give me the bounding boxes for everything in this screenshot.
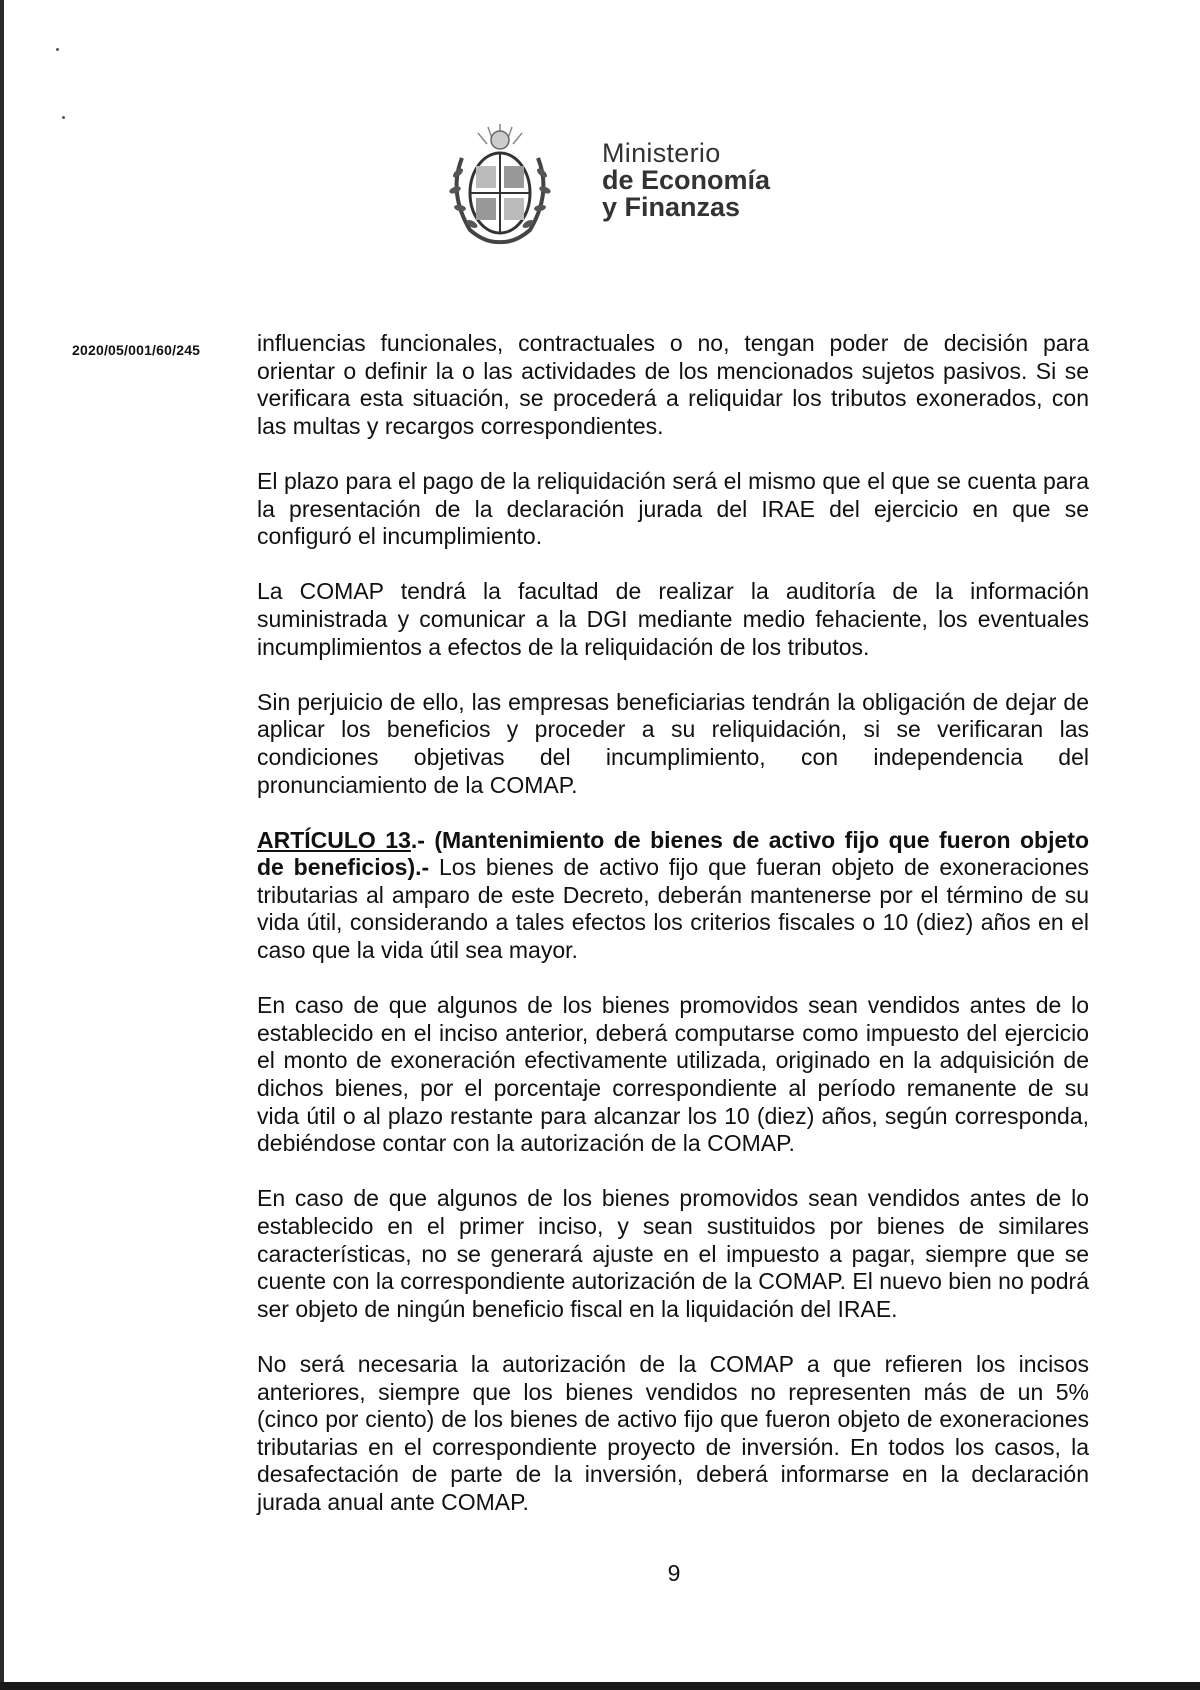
paragraph: El plazo para el pago de la reliquidación será el mismo que el que se cuenta para la presentación de la declaración jurada del IRAE del ejercicio en que se configuró el incumplimiento. xyxy=(257,467,1089,550)
paragraph: En caso de que algunos de los bienes promovidos sean vendidos antes de lo establecido en el inciso anterior, deberá computarse como impuesto del ejercicio el monto de exoneración efectivamente utilizada, originado en la adquisición de dichos bienes, por el porcentaje correspondiente al período remanente de su vida útil o al plazo restante para alcanzar los 10 (diez) años, según corresponda, debiéndose contar con la autorización de la COMAP. xyxy=(257,992,1089,1157)
paragraph: La COMAP tendrá la facultad de realizar la auditoría de la información suministrada y comunicar a la DGI mediante medio fehaciente, los eventuales incumplimientos a efectos de la reliquidación de los tributos. xyxy=(257,578,1089,660)
letterhead xyxy=(440,118,860,248)
article-title: .- (Mantenimiento de bienes de activo fijo que fueron objeto de beneficios).- xyxy=(257,826,1089,881)
scan-speck xyxy=(62,116,65,119)
coat-of-arms-seal xyxy=(440,118,560,248)
ministry-line-2: de Economía xyxy=(602,165,771,195)
page-number: 9 xyxy=(667,1560,681,1586)
article-paragraph xyxy=(257,827,1089,965)
scan-edge xyxy=(0,0,4,1690)
article-text: Los bienes de activo fijo que fueran objeto de exoneraciones tributarias al amparo de este Decreto, deberán mantenerse por el término de su vida útil, considerando a tales efectos los criterios fiscales o 10 (diez) años en el caso que la vida útil sea mayor. xyxy=(257,854,1089,964)
paragraph: Sin perjuicio de ello, las empresas beneficiarias tendrán la obligación de dejar de aplicar los beneficios y proceder a su reliquidación, si se verificaran las condiciones objetivas del incumplimiento, con independencia del pronunciamiento de la COMAP. xyxy=(257,688,1089,798)
ministry-line-3: y Finanzas xyxy=(602,192,741,222)
paragraph: influencias funcionales, contractuales o no, tengan poder de decisión para orientar o definir la o las actividades de los mencionados sujetos pasivos. Si se verificara esta situación, se procederá a reliquidar los tributos exonerados, con las multas y recargos correspondientes. xyxy=(257,330,1089,439)
scan-speck xyxy=(56,48,59,51)
paragraph: En caso de que algunos de los bienes promovidos sean vendidos antes de lo establecido en el primer inciso, y sean sustituidos por bienes de similares características, no se generará ajuste en el impuesto a pagar, siempre que se cuente con la correspondiente autorización de la COMAP. El nuevo bien no podrá ser objeto de ningún beneficio fiscal en la liquidación del IRAE. xyxy=(257,1185,1089,1322)
document-body xyxy=(257,330,1089,1544)
scan-edge-bottom xyxy=(0,1682,1200,1690)
ministry-name xyxy=(602,140,770,221)
paragraph: No será necesaria la autorización de la COMAP a que refieren los incisos anteriores, siempre que los bienes vendidos no representen más de un 5% (cinco por ciento) de los bienes de activo fijo que fueron objeto de exoneraciones tributarias en el correspondiente proyecto de inversión. En todos los casos, la desafectación de parte de la inversión, deberá informarse en la declaración jurada anual ante COMAP. xyxy=(257,1350,1089,1515)
document-reference: 2020/05/001/60/245 xyxy=(72,342,201,358)
ministry-line-1: Ministerio xyxy=(602,138,721,168)
article-number: ARTÍCULO 13 xyxy=(257,826,411,853)
